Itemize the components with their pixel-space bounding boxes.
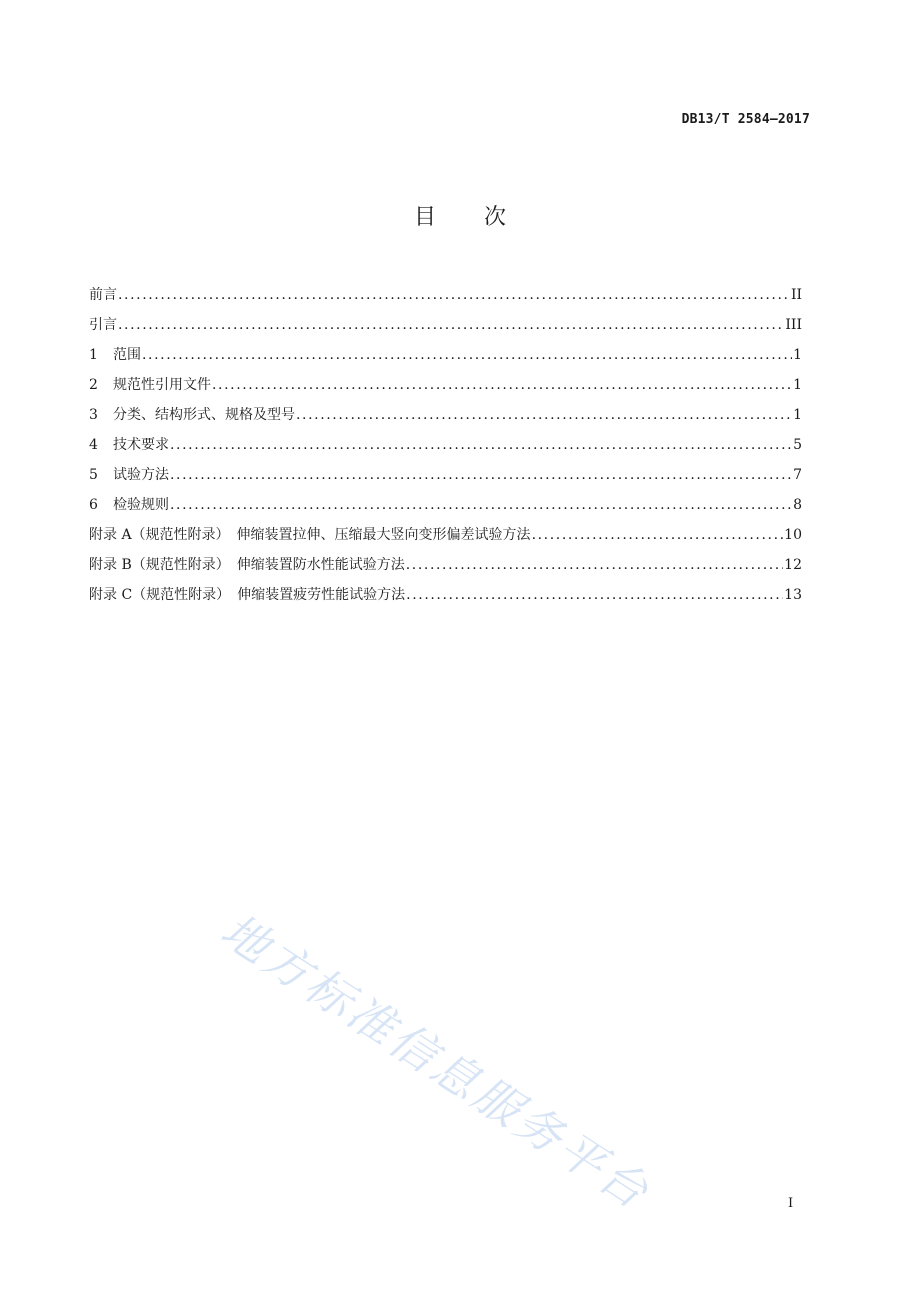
toc-entry-page: 13 <box>784 587 802 603</box>
dot-leader <box>142 346 792 364</box>
toc-entry-page: 1 <box>793 377 802 393</box>
toc-entry[interactable] <box>89 460 802 490</box>
toc-entry[interactable] <box>89 580 802 610</box>
toc-entry-page: III <box>785 317 802 333</box>
toc-entry-page: 1 <box>793 407 802 423</box>
toc-entry-label: 前言 <box>89 287 117 303</box>
dot-leader <box>532 526 784 544</box>
toc-entry[interactable] <box>89 550 802 580</box>
toc-entry-number: 6 <box>89 497 98 513</box>
document-code: DB13/T 2584—2017 <box>681 112 810 127</box>
toc-entry-label: 引言 <box>89 317 117 333</box>
toc-entry-label: 检验规则 <box>113 497 169 513</box>
dot-leader <box>170 466 792 484</box>
toc-entry-page: 1 <box>793 347 802 363</box>
toc-entry-label: 分类、结构形式、规格及型号 <box>113 407 295 423</box>
toc-entry-page: 5 <box>793 437 802 453</box>
toc-entry-number: 4 <box>89 437 98 453</box>
dot-leader <box>406 586 783 604</box>
toc-entry-page: 7 <box>793 467 802 483</box>
toc-entry-page: 12 <box>784 557 802 573</box>
dot-leader <box>118 286 790 304</box>
toc-entry[interactable] <box>89 430 802 460</box>
table-of-contents <box>89 280 802 610</box>
dot-leader <box>118 316 784 334</box>
page-title: 目次 <box>413 205 554 230</box>
toc-entry-number: 5 <box>89 467 98 483</box>
toc-entry[interactable] <box>89 520 802 550</box>
toc-entry-label: 附录 A（规范性附录） 伸缩装置拉伸、压缩最大竖向变形偏差试验方法 <box>89 527 531 543</box>
toc-entry-label: 附录 C（规范性附录） 伸缩装置疲劳性能试验方法 <box>89 587 406 603</box>
toc-entry[interactable] <box>89 370 802 400</box>
toc-entry-page: 8 <box>793 497 802 513</box>
toc-entry-label: 附录 B（规范性附录） 伸缩装置防水性能试验方法 <box>89 557 405 573</box>
toc-entry-label: 规范性引用文件 <box>113 377 211 393</box>
toc-entry[interactable] <box>89 310 802 340</box>
toc-entry-page: II <box>790 287 802 303</box>
toc-entry-label: 技术要求 <box>113 437 169 453</box>
toc-entry-label: 试验方法 <box>113 467 169 483</box>
dot-leader <box>170 496 792 514</box>
toc-entry-number: 3 <box>89 407 98 423</box>
toc-entry[interactable] <box>89 490 802 520</box>
toc-entry-number: 2 <box>89 377 98 393</box>
toc-entry[interactable] <box>89 340 802 370</box>
toc-entry-label: 范围 <box>113 347 141 363</box>
watermark: 地方标准信息服务平台 <box>211 902 661 1221</box>
toc-entry[interactable] <box>89 400 802 430</box>
dot-leader <box>296 406 792 424</box>
dot-leader <box>170 436 792 454</box>
page-number: I <box>788 1196 794 1211</box>
toc-entry[interactable] <box>89 280 802 310</box>
toc-entry-number: 1 <box>89 347 98 363</box>
dot-leader <box>212 376 792 394</box>
dot-leader <box>406 556 783 574</box>
toc-entry-page: 10 <box>784 527 802 543</box>
